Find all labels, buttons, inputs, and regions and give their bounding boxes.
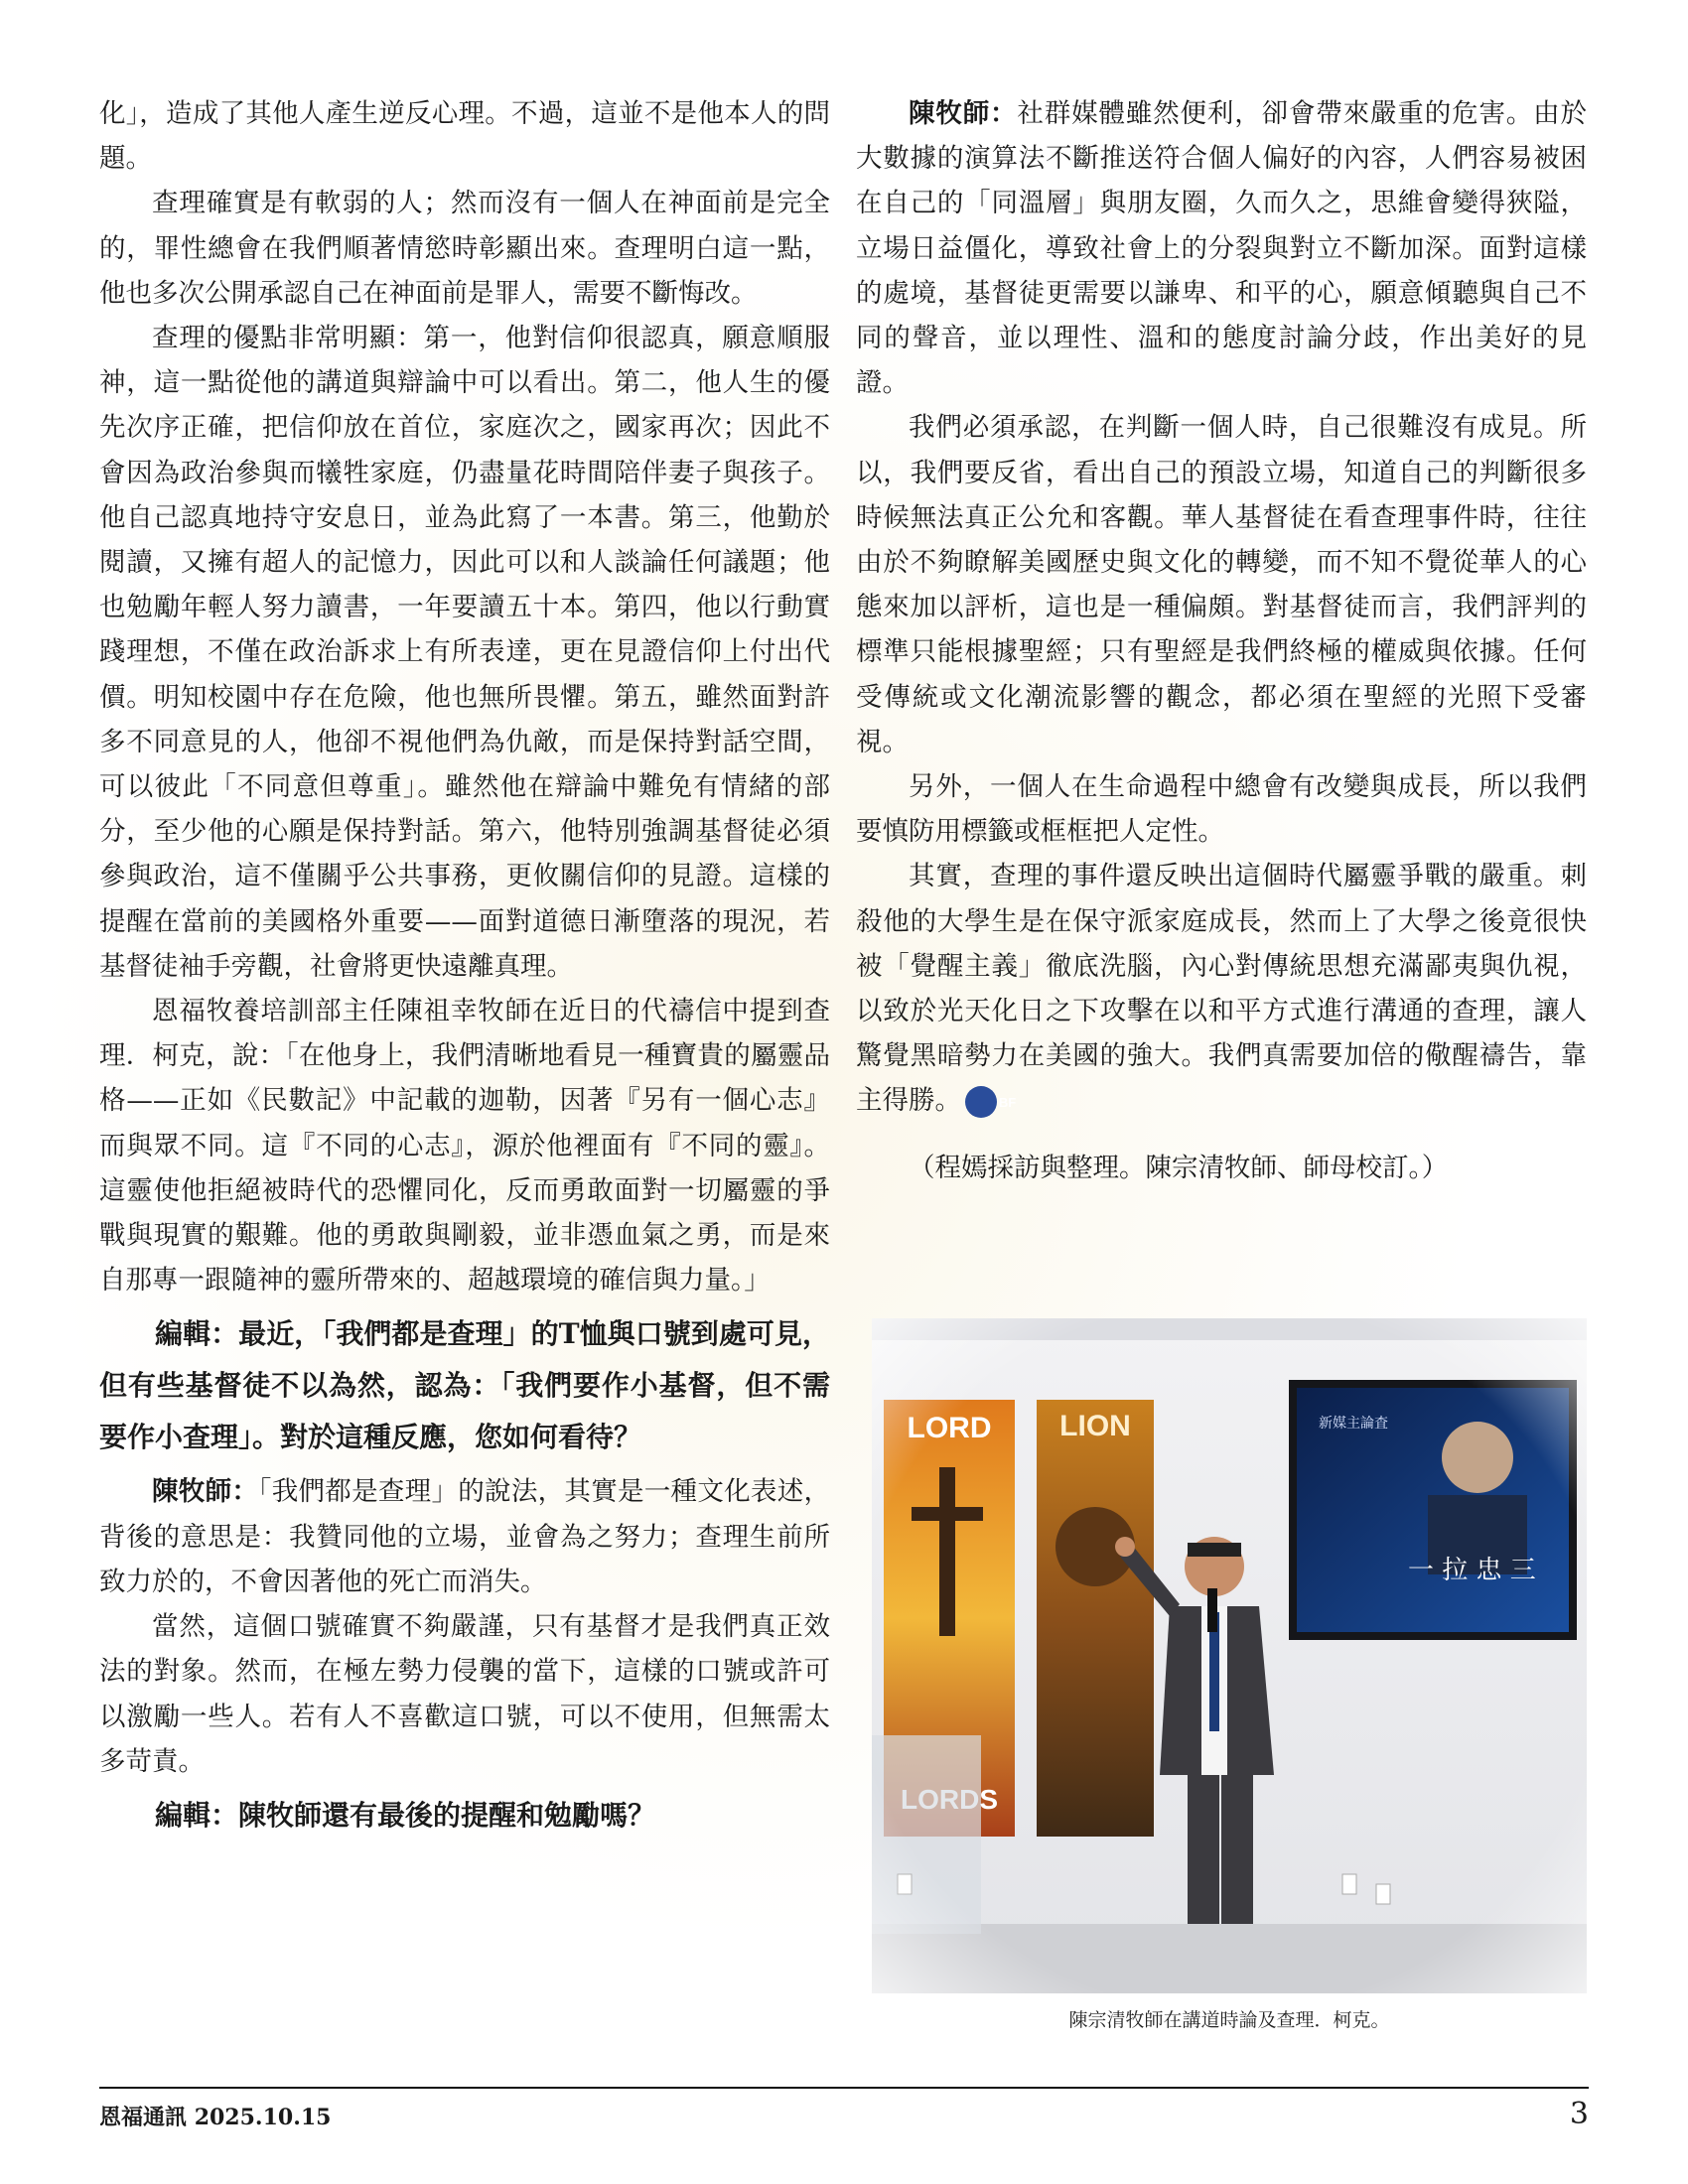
publication-name: 恩福通訊 [99, 2105, 188, 2130]
paragraph: 另外，一個人在生命過程中總會有改變與成長，所以我們要慎防用標籤或框框把人定性。 [856, 771, 1587, 848]
answer-paragraph [99, 1469, 830, 1604]
editor-question: 編輯：最近，「我們都是查理」的T恤與口號到處可見，但有些基督徒不以為然，認為：「我們要作小基督，但不需要作小查理」。對於這種反應，您如何看待？ [99, 1317, 830, 1454]
answer-text: 社群媒體雖然便利，卻會帶來嚴重的危害。由於大數據的演算法不斷推送符合個人偏好的內容，人們容易被困在自己的「同溫層」與朋友圈，久而久之，思維會變得狹隘，立場日益僵化，導致社會上的分裂與對立不斷加深。面對這樣的處境，基督徒更需要以謙卑、和平的心，願意傾聽與自己不同的聲音，並以理性、溫和的態度討論分歧，作出美好的見證。 [856, 98, 1588, 399]
paragraph: 查理確實是有軟弱的人；然而沒有一個人在神面前是完全的，罪性總會在我們順著情慾時彰顯出來。查理明白這一點，他也多次公開承認自己在神面前是罪人，需要不斷悔改。 [99, 188, 830, 309]
right-column [856, 91, 1587, 1190]
paragraph [856, 854, 1587, 1123]
paragraph: 化」，造成了其他人產生逆反心理。不過，這並不是他本人的問題。 [99, 98, 830, 175]
page-number: 3 [1569, 2097, 1589, 2131]
answer-paragraph [856, 91, 1587, 405]
issue-date: 2025.10.15 [194, 2105, 332, 2130]
paragraph: 查理的優點非常明顯：第一，他對信仰很認真，願意順服神，這一點從他的講道與辯論中可以看出。第二，他人生的優先次序正確，把信仰放在首位，家庭次之，國家再次；因此不會因為政治參與而犧牲家庭，仍盡量花時間陪伴妻子與孩子。他自己認真地持守安息日，並為此寫了一本書。第三，他勤於閱讀，又擁有超人的記憶力，因此可以和人談論任何議題；他也勉勵年輕人努力讀書，一年要讀五十本。第四，他以行動實踐理想，不僅在政治訴求上有所表達，更在見證信仰上付出代價。明知校園中存在危險，他也無所畏懼。第五，雖然面對許多不同意見的人，他卻不視他們為仇敵，而是保持對話空間，可以彼此「不同意但尊重」。雖然他在辯論中難免有情緒的部分，至少他的心願是保持對話。第六，他特別強調基督徒必須參與政治，這不僅關乎公共事務，更攸關信仰的見證。這樣的提醒在當前的美國格外重要——面對道德日漸墮落的現況，若基督徒袖手旁觀，社會將更快遠離真理。 [99, 323, 830, 982]
answer-text: 「我們都是查理」的說法，其實是一種文化表述，背後的意思是：我贊同他的立場，並會為之努力；查理生前所致力於的，不會因著他的死亡而消失。 [99, 1476, 831, 1597]
sermon-photo [872, 1318, 1587, 1993]
paragraph: 我們必須承認，在判斷一個人時，自己很難沒有成見。所以，我們要反省，看出自己的預設立場，知道自己的判斷很多時候無法真正公允和客觀。華人基督徒在看查理事件時，往往由於不夠瞭解美國歷史與文化的轉變，而不知不覺從華人的心態來加以評析，這也是一種偏頗。對基督徒而言，我們評判的標準只能根據聖經；只有聖經是我們終極的權威與依據。任何受傳統或文化潮流影響的觀念，都必須在聖經的光照下受審視。 [856, 412, 1587, 757]
credit-line: （程嫣採訪與整理。陳宗清牧師、師母校訂。） [909, 1152, 1449, 1183]
bf-logo-icon: BF [965, 1086, 997, 1118]
photo-caption: 陳宗清牧師在講道時論及查理．柯克。 [1068, 2009, 1390, 2031]
left-column [99, 91, 830, 1847]
paragraph: 當然，這個口號確實不夠嚴謹，只有基督才是我們真正效法的對象。然而，在極左勢力侵襲的當下，這樣的口號或許可以激勵一些人。若有人不喜歡這口號，可以不使用，但無需太多苛責。 [99, 1611, 830, 1777]
editor-question: 編輯：陳牧師還有最後的提醒和勉勵嗎？ [155, 1798, 656, 1832]
speaker-label: 陳牧師： [909, 98, 1018, 129]
footer-divider [99, 2087, 1589, 2089]
paragraph: 恩福牧養培訓部主任陳祖幸牧師在近日的代禱信中提到查理．柯克，說：「在他身上，我們清晰地看見一種寶貴的屬靈品格——正如《民數記》中記載的迦勒，因著『另有一個心志』而與眾不同。這『不同的心志』，源於他裡面有『不同的靈』。這靈使他拒絕被時代的恐懼同化，反而勇敢面對一切屬靈的爭戰與現實的艱難。他的勇敢與剛毅，並非憑血氣之勇，而是來自那專一跟隨神的靈所帶來的、超越環境的確信與力量。」 [99, 996, 830, 1297]
paragraph-text: 其實，查理的事件還反映出這個時代屬靈爭戰的嚴重。刺殺他的大學生是在保守派家庭成長，然而上了大學之後竟很快被「覺醒主義」徹底洗腦，內心對傳統思想充滿鄙夷與仇視，以致於光天化日之下攻擊在以和平方式進行溝通的查理，讓人驚覺黑暗勢力在美國的強大。我們真需要加倍的儆醒禱告，靠主得勝。 [856, 861, 1587, 1117]
speaker-label: 陳牧師： [152, 1476, 259, 1508]
footer-publication [99, 2101, 331, 2131]
